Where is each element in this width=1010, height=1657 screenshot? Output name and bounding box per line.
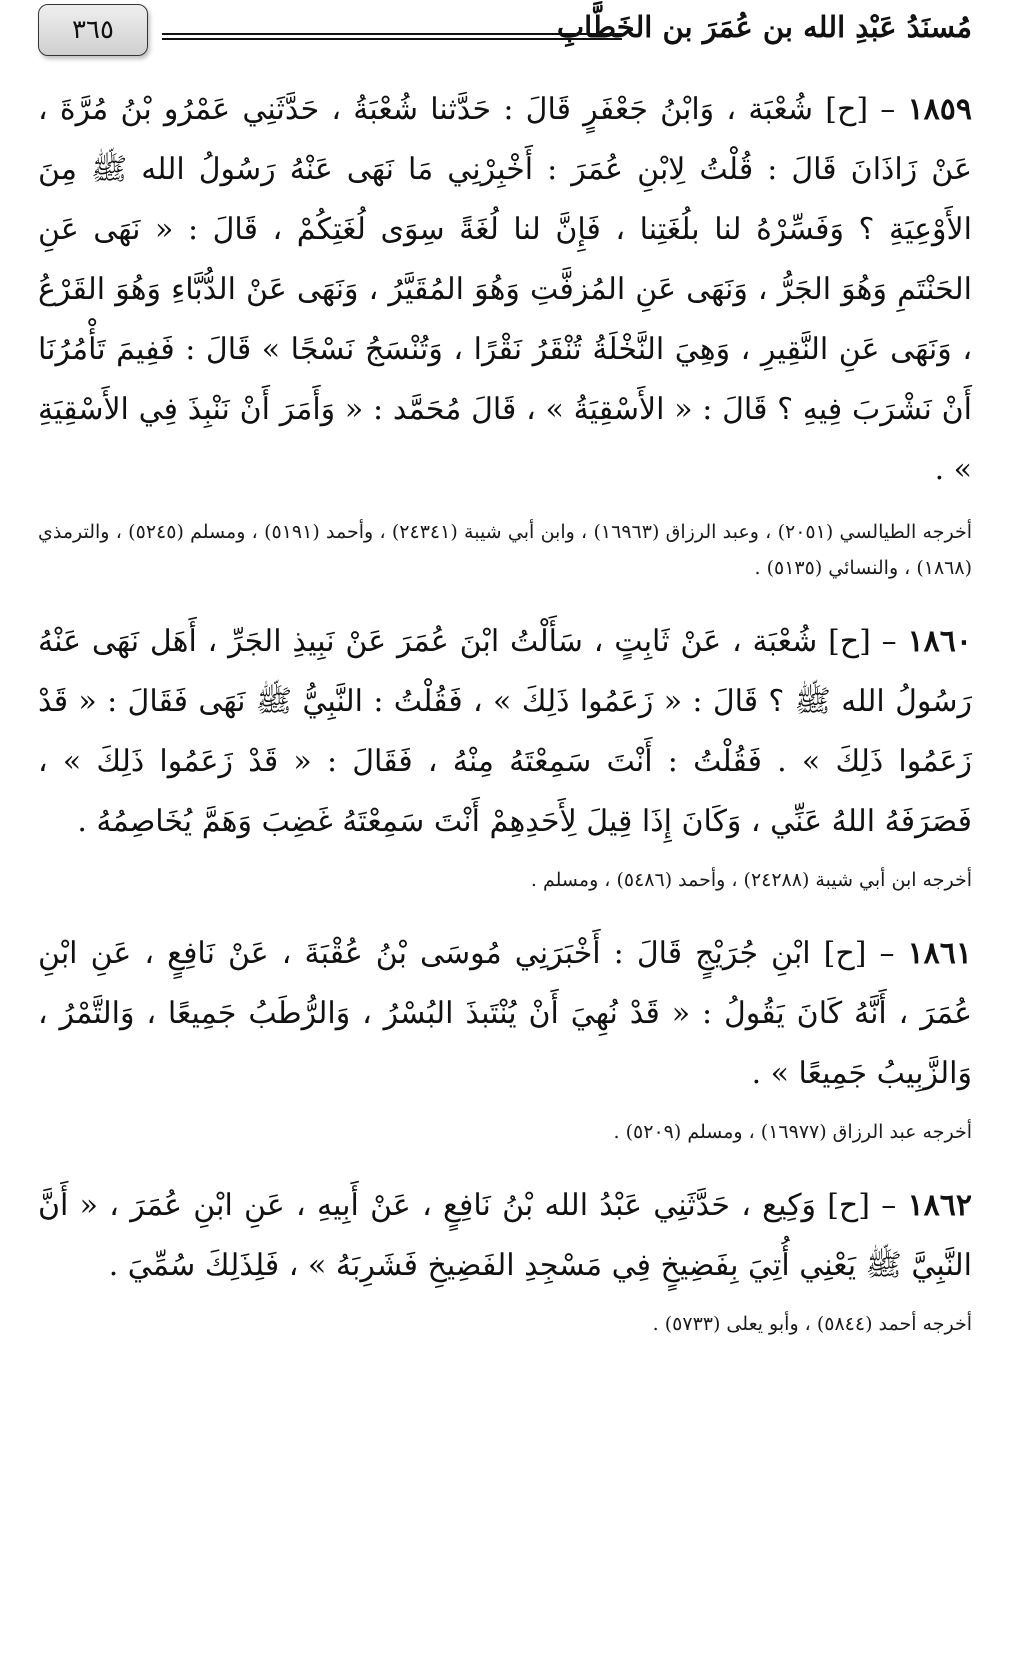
hadith-number: ١٨٦٠ (907, 624, 972, 659)
hadith-body: – [ح] ابْنِ جُرَيْجٍ قَالَ : أَخْبَرَنِي مُوسَى بْنُ عُقْبَةَ ، عَنْ نَافِعٍ ، عَنِ ابْنِ عُمَرَ ، أَنَّهُ كَانَ يَقُولُ : « قَدْ نُهِيَ أَنْ يُنْتَبذَ البُسْرُ ، وَالرُّطَبُ جَمِيعًا ، وَالتَّمْرُ ، وَالزَّبِيبُ جَمِيعًا » . (38, 936, 972, 1091)
hadith-block (38, 80, 972, 586)
page-number: ٣٦٥ (38, 4, 148, 56)
takhrij-note: أخرجه أحمد (٥٨٤٤) ، وأبو يعلى (٥٧٣٣) . (652, 1313, 972, 1335)
page-body (38, 80, 972, 1368)
header-rule-bottom (162, 38, 622, 40)
hadith-text (38, 924, 972, 1104)
takhrij-note: أخرجه الطيالسي (٢٠٥١) ، وعبد الرزاق (١٦٩٦٣) ، وابن أبي شيبة (٢٤٣٤١) ، وأحمد (٥١٩١) ، ومسلم (٥٢٤٥) ، والترمذي (١٨٦٨) ، والنسائي (٥١٣٥) . (38, 521, 973, 579)
page-header (38, 0, 972, 62)
hadith-block (38, 612, 972, 898)
hadith-body: – [ح] وَكِيع ، حَدَّثَنِي عَبْدُ الله بْنُ نَافِعٍ ، عَنْ أَبِيهِ ، عَنِ ابْنِ عُمَرَ ، « أَنَّ النَّبِيَّ ﷺ يَعْنِي أُتِيَ بِفَضِيخٍ فِي مَسْجِدِ الفَضِيخِ فَشَرِبَهُ » ، فَلِذَلِكَ سُمِّيَ . (38, 1188, 972, 1283)
running-title: مُسنَدُ عَبْدِ الله بن عُمَرَ بن الخَطَّابِ (556, 10, 972, 44)
hadith-number: ١٨٥٩ (907, 92, 972, 127)
hadith-text (38, 1176, 972, 1296)
hadith-body: – [ح] شُعْبَة ، عَنْ ثَابِتٍ ، سَأَلْتُ ابْنَ عُمَرَ عَنْ نَبِيذِ الجَرِّ ، أَهَل نَهَى عَنْهُ رَسُولُ الله ﷺ ؟ قَالَ : « زَعَمُوا ذَلِكَ » ، فَقُلْتُ : النَّبِيُّ ﷺ نَهَى فَقَالَ : « قَدْ زَعَمُوا ذَلِكَ » . فَقُلْتُ : أَنْتَ سَمِعْتَهُ مِنْهُ ، فَقَالَ : « قَدْ زَعَمُوا ذَلِكَ » ، فَصَرَفَهُ اللهُ عَنِّي ، وَكَانَ إِذَا قِيلَ لِأَحَدِهِمْ أَنْتَ سَمِعْتَهُ غَضِبَ وَهَمَّ يُخَاصِمُهُ . (38, 624, 972, 839)
hadith-block (38, 924, 972, 1150)
takhrij-note: أخرجه ابن أبي شيبة (٢٤٢٨٨) ، وأحمد (٥٤٨٦) ، ومسلم . (530, 869, 972, 891)
hadith-text (38, 612, 972, 852)
header-rule-top (162, 33, 622, 35)
hadith-number: ١٨٦٢ (907, 1188, 972, 1223)
hadith-block (38, 1176, 972, 1342)
hadith-number: ١٨٦١ (907, 936, 972, 971)
hadith-body: – [ح] شُعْبَة ، وَابْنُ جَعْفَرٍ قَالَ : حَدَّثنا شُعْبَةُ ، حَدَّثَنِي عَمْرُو بْنُ مُرَّةَ ، عَنْ زَاذَانَ قَالَ : قُلْتُ لِابْنِ عُمَرَ : أَخْبِرْنِي مَا نَهَى عَنْهُ رَسُولُ الله ﷺ مِنَ الأَوْعِيَةِ ؟ وَفَسِّرْهُ لنا بلُغَتِنا ، فَإِنَّ لنا لُغَةً سِوَى لُغَتِكُمْ ، قَالَ : « نَهَى عَنِ الحَنْتَمِ وَهُوَ الجَرُّ ، وَنَهَى عَنِ المُزفَّتِ وَهُوَ المُقَيَّرُ ، وَنَهَى عَنْ الدُّبَّاءِ وَهُوَ القَرْعُ ، وَنَهَى عَنِ النَّقِيرِ ، وَهِيَ النَّخْلَةُ تُنْقَرُ نَقْرًا ، وَتُنْسَجُ نَسْجًا » قَالَ : فَفِيمَ تَأْمُرُنَا أَنْ نَشْرَبَ فِيهِ ؟ قَالَ : « الأَسْقِيَةُ » ، قَالَ مُحَمَّد : « وَأَمَرَ أَنْ نَنْبِذَ فِي الأَسْقِيَةِ » . (38, 92, 972, 487)
hadith-text (38, 80, 972, 500)
takhrij-note: أخرجه عبد الرزاق (١٦٩٧٧) ، ومسلم (٥٢٠٩) . (613, 1121, 972, 1143)
